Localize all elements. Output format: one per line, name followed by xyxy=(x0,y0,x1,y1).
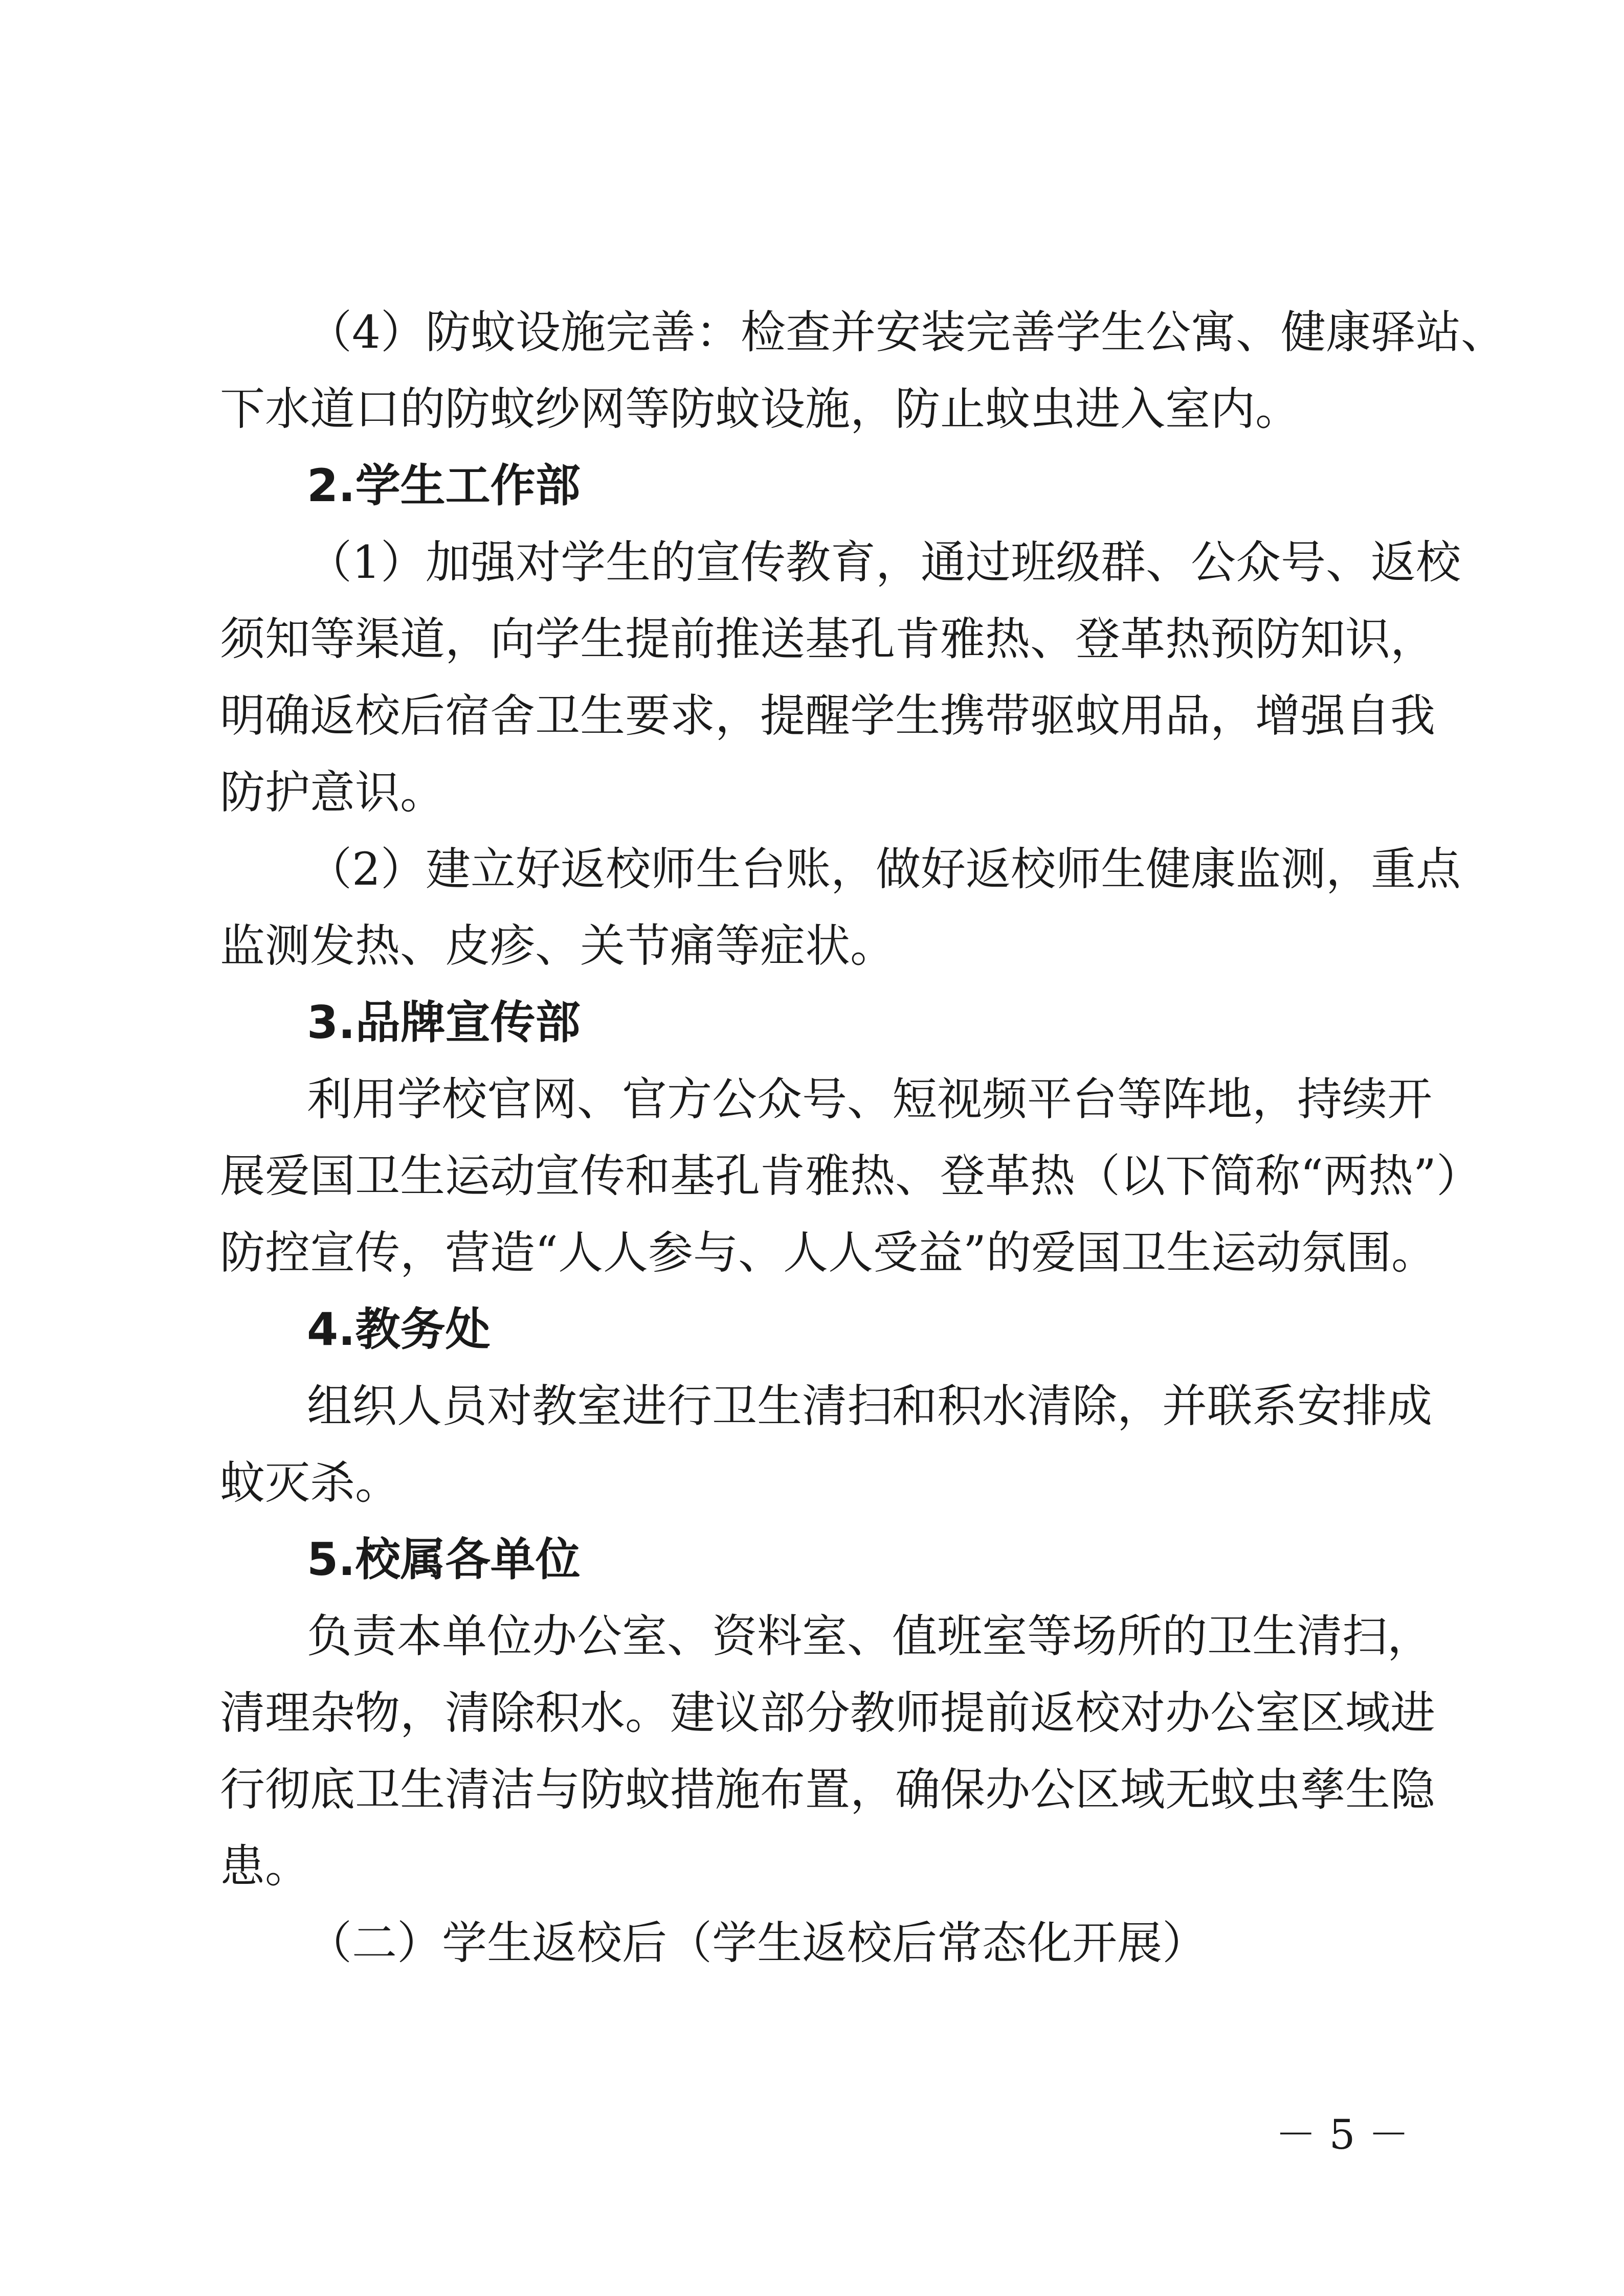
paragraph-line: （1）加强对学生的宣传教育，通过班级群、公众号、返校 xyxy=(307,536,1461,589)
paragraph-line: 展爱国卫生运动宣传和基孔肯雅热、登革热（以下简称“两热”） xyxy=(220,1150,1481,1202)
paragraph-line: 负责本单位办公室、资料室、值班室等场所的卫生清扫， xyxy=(307,1610,1433,1662)
paragraph-line: 明确返校后宿舍卫生要求，提醒学生携带驱蚊用品，增强自我 xyxy=(220,689,1436,742)
paragraph-line: 须知等渠道，向学生提前推送基孔肯雅热、登革热预防知识， xyxy=(220,613,1436,665)
section-heading-academic-affairs: 4.教务处 xyxy=(307,1303,491,1356)
paragraph-line: （2）建立好返校师生台账，做好返校师生健康监测，重点 xyxy=(307,843,1461,895)
section-heading-brand-publicity: 3.品牌宣传部 xyxy=(307,996,581,1049)
section-heading-school-units: 5.校属各单位 xyxy=(307,1533,581,1586)
paragraph-line: 行彻底卫生清洁与防蚊措施布置，确保办公区域无蚊虫孳生隐 xyxy=(220,1763,1436,1816)
subsection-title: （二）学生返校后（学生返校后常态化开展） xyxy=(307,1917,1208,1969)
paragraph-line: 蚊灭杀。 xyxy=(220,1456,401,1509)
paragraph-line: 利用学校官网、官方公众号、短视频平台等阵地，持续开 xyxy=(307,1073,1433,1126)
paragraph-line: 防护意识。 xyxy=(220,766,446,819)
paragraph-line: 患。 xyxy=(220,1840,310,1893)
section-heading-student-affairs: 2.学生工作部 xyxy=(307,459,581,512)
paragraph-line: 监测发热、皮疹、关节痛等症状。 xyxy=(220,919,896,972)
page-number: － 5 － xyxy=(1275,2111,1409,2158)
paragraph-line: （4）防蚊设施完善：检查并安装完善学生公寓、健康驿站、 xyxy=(307,306,1506,358)
paragraph-line: 下水道口的防蚊纱网等防蚊设施，防止蚊虫进入室内。 xyxy=(220,382,1301,435)
paragraph-line: 清理杂物，清除积水。建议部分教师提前返校对办公室区域进 xyxy=(220,1686,1436,1739)
paragraph-line: 组织人员对教室进行卫生清扫和积水清除，并联系安排成 xyxy=(307,1380,1433,1432)
paragraph-line: 防控宣传，营造“人人参与、人人受益”的爱国卫生运动氛围。 xyxy=(220,1226,1436,1279)
